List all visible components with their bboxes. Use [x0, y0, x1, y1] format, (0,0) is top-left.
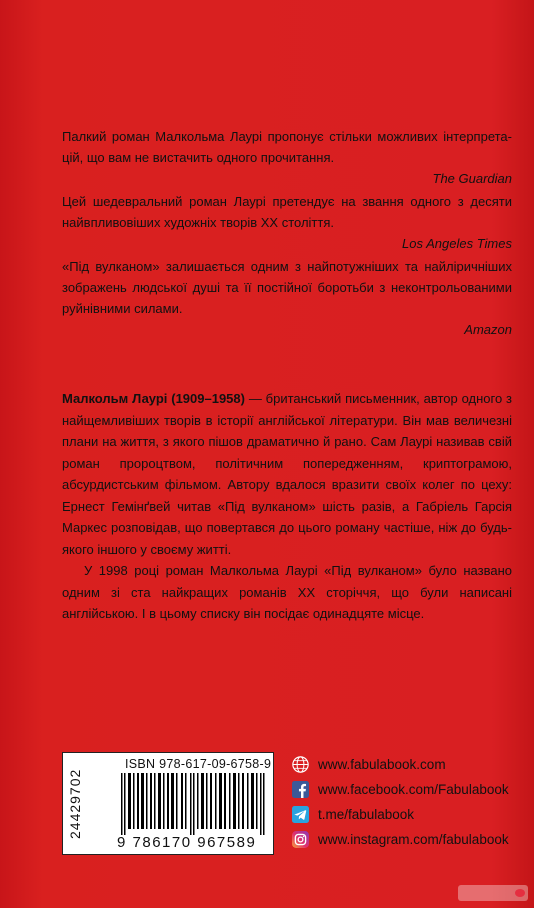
- quote-text: Цей шедевральний роман Лаурі претендує на звання одного з десяти найвпливовіших художніх творів XX століття.: [62, 194, 512, 230]
- yakaboo-logo-icon: [458, 883, 528, 903]
- publisher-links: [292, 752, 522, 852]
- link-text: www.instagram.com/fabulabook: [318, 832, 509, 847]
- review-quotes: [62, 126, 512, 342]
- link-text: www.fabulabook.com: [318, 757, 446, 772]
- isbn-number: ISBN 978-617-09-6758-9: [125, 757, 272, 771]
- author-bio: [62, 388, 512, 625]
- bio-paragraph: У 1998 році роман Малкольма Лаурі «Під вулканом» було названо одним зі ста найкращих романів XX сторіччя, що були написані англійською. І в цьому списку він посідає одинадцяте місце.: [62, 563, 512, 621]
- isbn-barcode: [62, 752, 274, 855]
- yakaboo-watermark: [458, 882, 528, 904]
- link-text: www.facebook.com/Fabulabook: [318, 782, 509, 797]
- globe-icon: [292, 756, 309, 773]
- bio-text: — британський письменник, автор одного з найщемливіших творів в історії англійської літератури. Він мав величезні плани на життя, з якого пішов драматично й рано. Сам Лаурі називав свій роман пророцтвом, політичним попередженням, криптограмою, абсурдистським фільмом. Автору вдалося вразити своїх колег по цеху: Ернест Гемінґвей читав «Під вулканом» шість разів, а Габріель Гарсія Маркес розповідав, що повертався до цього роману частіше, ніж до будь-якого іншого у своєму житті.: [62, 391, 512, 557]
- instagram-icon: [292, 831, 309, 848]
- quote-source: Amazon: [464, 322, 512, 337]
- link-text: t.me/fabulabook: [318, 807, 415, 822]
- facebook-link[interactable]: [292, 777, 522, 802]
- website-link[interactable]: [292, 752, 522, 777]
- barcode-bars: [121, 773, 266, 835]
- telegram-icon: [292, 806, 309, 823]
- telegram-link[interactable]: [292, 802, 522, 827]
- author-name: Малкольм Лаурі (1909–1958): [62, 391, 245, 406]
- quote-source: Los Angeles Times: [402, 236, 512, 251]
- quote-source: The Guardian: [432, 171, 512, 186]
- quote-text: «Під вулканом» залишається одним з найпотужніших та найліричніших зображень людської душі та її постійної боротьби з неконтрольованими руйнівними силами.: [62, 259, 512, 316]
- barcode-digits: 9 786170 967589: [117, 834, 257, 851]
- instagram-link[interactable]: [292, 827, 522, 852]
- facebook-icon: [292, 781, 309, 798]
- bio-paragraph: [62, 388, 512, 560]
- side-code: 24429702: [67, 768, 83, 840]
- quote-text: Палкий роман Малкольма Лаурі пропонує стільки можливих інтерпрета-цій, що вам не вистачить одного прочитання.: [62, 129, 512, 165]
